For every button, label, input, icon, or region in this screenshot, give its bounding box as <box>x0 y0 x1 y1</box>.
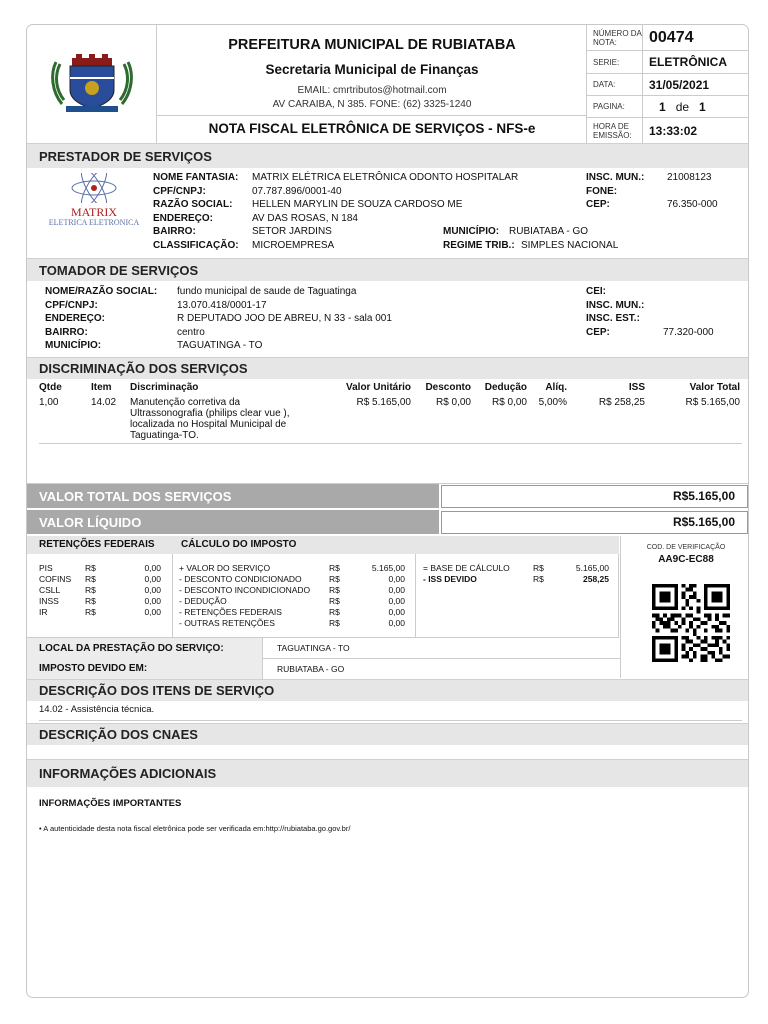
row-valor-total: R$ 5.165,00 <box>685 397 740 408</box>
prestador-municipio: RUBIATABA - GO <box>509 226 589 237</box>
iss-devido-val: 258,25 <box>583 574 609 584</box>
retencao-cur: R$ <box>85 574 96 584</box>
calculo-name: - DESCONTO CONDICIONADO <box>179 574 302 584</box>
header-email: EMAIL: cmrtributos@hotmail.com <box>297 85 447 96</box>
cnaes-section-title: DESCRIÇÃO DOS CNAES <box>27 723 749 745</box>
prestador-section-title: PRESTADOR DE SERVIÇOS <box>27 143 749 168</box>
itens-value: 14.02 - Assistência técnica. <box>39 704 155 715</box>
autenticidade-note: • A autenticidade desta nota fiscal eletrônica pode ser verificada em:http://rubiataba.go.gov.br/ <box>39 824 351 833</box>
prestador-labels <box>153 171 239 252</box>
tomador-label: CPF/CNPJ: <box>45 299 98 311</box>
calculo-row <box>179 574 405 585</box>
pagina-de: de <box>675 99 690 114</box>
tomador-label: NOME/RAZÃO SOCIAL: <box>45 286 158 297</box>
prestador-label: ENDEREÇO: <box>153 212 214 224</box>
prestador-regime-label: REGIME TRIB.: <box>443 239 515 251</box>
header-address: AV CARAIBA, N 385. FONE: (62) 3325-1240 <box>272 99 472 110</box>
numero-label: NÚMERO DA NOTA: <box>587 25 643 50</box>
numero-row <box>587 25 749 51</box>
disc-line: localizada no Hospital Municipal de <box>130 419 287 430</box>
data-value: 31/05/2021 <box>649 77 710 92</box>
col-discriminacao: Discriminação <box>130 382 199 393</box>
retencao-val: 0,00 <box>144 607 161 617</box>
data-row <box>587 74 749 96</box>
secretaria-title: Secretaria Municipal de Finanças <box>265 62 479 77</box>
calculo-cur: R$ <box>329 596 340 606</box>
pagina-label: PAGINA: <box>587 96 643 117</box>
tomador-section-title: TOMADOR DE SERVIÇOS <box>27 258 749 281</box>
imposto-devido-label: IMPOSTO DEVIDO EM: <box>39 663 148 674</box>
pagina-value: 1 <box>659 99 666 114</box>
base-calculo-label: = BASE DE CÁLCULO <box>423 563 510 573</box>
qr-code-icon <box>650 584 732 662</box>
retencao-cur: R$ <box>85 563 96 573</box>
base-calculo-val: 5.165,00 <box>575 563 609 573</box>
calculo-cur: R$ <box>329 607 340 617</box>
local-prestacao-label: LOCAL DA PRESTAÇÃO DO SERVIÇO: <box>39 643 224 654</box>
verificacao-code: AA9C-EC88 <box>658 554 714 565</box>
local-prestacao-value: TAGUATINGA - TO <box>277 643 350 653</box>
tomador-label: ENDEREÇO: <box>45 313 106 324</box>
informacoes-importantes-label: INFORMAÇÕES IMPORTANTES <box>39 798 182 809</box>
nfse-document <box>26 24 749 998</box>
retencao-val: 0,00 <box>144 596 161 606</box>
tomador-label: BAIRRO: <box>45 326 88 338</box>
tomador-labels <box>45 285 157 353</box>
calculo-val: 5.165,00 <box>371 563 405 573</box>
header-center <box>157 25 587 143</box>
prestador-cnpj: 07.787.896/0001-40 <box>252 185 342 197</box>
col-deducao: Dedução <box>484 382 527 393</box>
calculo-val: 0,00 <box>388 618 405 628</box>
prestador-label: CLASSIFICAÇÃO: <box>153 239 239 251</box>
retencao-row <box>39 585 161 596</box>
tomador-values <box>177 285 392 353</box>
prestador-label: RAZÃO SOCIAL: <box>153 199 233 210</box>
retencao-cur: R$ <box>85 607 96 617</box>
calculo-val: 0,00 <box>388 574 405 584</box>
numero-value: 00474 <box>649 28 694 46</box>
valor-total-label: VALOR TOTAL DOS SERVIÇOS <box>27 484 439 508</box>
prestador-label: CPF/CNPJ: <box>153 185 206 197</box>
prestador-bairro: SETOR JARDINS <box>252 226 332 237</box>
calculo-name: + VALOR DO SERVIÇO <box>179 563 271 573</box>
tomador-cnpj: 13.070.418/0001-17 <box>177 299 267 311</box>
prestador-insc-mun-label: INSC. MUN.: <box>586 172 645 183</box>
retencoes-list <box>39 563 161 618</box>
retencao-cur: R$ <box>85 585 96 595</box>
itens-section-title: DESCRIÇÃO DOS ITENS DE SERVIÇO <box>27 679 749 701</box>
disc-line: Taguatinga-TO. <box>130 430 199 441</box>
tomador-right-labels <box>586 285 644 339</box>
prestador-classificacao: MICROEMPRESA <box>252 239 335 251</box>
disc-line: Manutenção corretiva da <box>130 397 241 408</box>
col-valor-total: Valor Total <box>689 382 740 393</box>
calculo-row <box>179 618 405 629</box>
retencao-name: COFINS <box>39 574 72 584</box>
col-qtde: Qtde <box>39 382 62 393</box>
tomador-label: MUNICÍPIO: <box>45 340 102 351</box>
prestador-nome-fantasia: MATRIX ELÉTRICA ELETRÔNICA ODONTO HOSPITALAR <box>252 172 519 183</box>
atom-logo-icon <box>69 173 119 203</box>
iss-devido-cur: R$ <box>533 574 544 584</box>
verificacao-label: COD. DE VERIFICAÇÃO <box>646 544 726 551</box>
imposto-devido-value: RUBIATABA - GO <box>277 664 345 674</box>
tomador-municipio: TAGUATINGA - TO <box>177 340 263 351</box>
retencao-val: 0,00 <box>144 563 161 573</box>
serie-row <box>587 51 749 74</box>
prestador-fone-label: FONE: <box>586 185 618 197</box>
col-item: Item <box>91 382 112 393</box>
iss-devido-row <box>423 574 609 585</box>
valor-liquido-value: R$5.165,00 <box>441 511 748 534</box>
prestador-razao-social: HELLEN MARYLIN DE SOUZA CARDOSO ME <box>252 199 463 210</box>
prestador-logo-text1: MATRIX <box>70 205 117 219</box>
calculo-name: - DESCONTO INCONDICIONADO <box>179 585 311 595</box>
calculo-cur: R$ <box>329 563 340 573</box>
prestador-cep-label: CEP: <box>586 199 610 210</box>
tax-divider-1 <box>172 554 173 638</box>
retencao-name: IR <box>39 607 48 617</box>
retencao-val: 0,00 <box>144 574 161 584</box>
iss-devido-label: - ISS DEVIDO <box>423 574 477 584</box>
hora-label: HORA DE EMISSÃO: <box>587 118 643 143</box>
row-aliquota: 5,00% <box>538 397 567 408</box>
retencao-name: PIS <box>39 563 53 573</box>
municipal-coat-of-arms <box>27 25 157 143</box>
retencao-val: 0,00 <box>144 585 161 595</box>
pagina-row <box>587 96 749 118</box>
prestador-logo-text2: ELETRICA ELETRONICA <box>48 218 140 227</box>
tomador-cep-label: CEP: <box>586 326 610 338</box>
row-discriminacao <box>130 397 290 441</box>
calculo-row <box>179 585 405 596</box>
row-iss: R$ 258,25 <box>598 397 645 408</box>
serie-value: ELETRÔNICA <box>649 55 727 69</box>
retencao-cur: R$ <box>85 596 96 606</box>
tomador-endereco: R DEPUTADO JOO DE ABREU, N 33 - sala 001 <box>177 313 392 324</box>
adicionais-section-title: INFORMAÇÕES ADICIONAIS <box>27 759 749 787</box>
data-label: DATA: <box>587 74 643 95</box>
hora-value: 13:33:02 <box>649 123 698 138</box>
calculo-val: 0,00 <box>388 607 405 617</box>
coat-of-arms-icon <box>46 54 138 114</box>
tomador-cei-label: CEI: <box>586 286 606 297</box>
verificacao-box <box>620 536 749 678</box>
row-valor-unitario: R$ 5.165,00 <box>356 397 411 408</box>
calculo-cur: R$ <box>329 618 340 628</box>
row-deducao: R$ 0,00 <box>491 397 527 408</box>
pagina-total: 1 <box>699 99 706 114</box>
prestador-logo <box>39 173 149 227</box>
prestador-cep: 76.350-000 <box>667 199 718 210</box>
retencao-name: CSLL <box>39 585 61 595</box>
servicos-divider <box>39 443 742 444</box>
base-calculo-box <box>423 563 609 585</box>
prestador-municipio-label: MUNICÍPIO: <box>443 226 500 237</box>
row-desconto: R$ 0,00 <box>435 397 471 408</box>
retencao-row <box>39 563 161 574</box>
header-info-box <box>587 25 749 143</box>
calculo-row <box>179 596 405 607</box>
calculo-name: - OUTRAS RETENÇÕES <box>179 618 275 628</box>
calculo-val: 0,00 <box>388 585 405 595</box>
prestador-label: NOME FANTASIA: <box>153 172 239 183</box>
prestador-label: BAIRRO: <box>153 226 196 237</box>
tomador-nome: fundo municipal de saude de Taguatinga <box>177 286 357 297</box>
tomador-bairro: centro <box>177 326 205 338</box>
hora-row <box>587 118 749 143</box>
calculo-row <box>179 607 405 618</box>
col-iss: ISS <box>628 382 645 393</box>
tomador-insc-mun-label: INSC. MUN.: <box>586 299 645 311</box>
serie-label: SERIE: <box>587 51 643 73</box>
calculo-row <box>179 563 405 574</box>
col-valor-unitario: Valor Unitário <box>345 382 411 393</box>
header-divider <box>157 115 587 116</box>
row-item: 14.02 <box>91 397 117 408</box>
document-title: NOTA FISCAL ELETRÔNICA DE SERVIÇOS - NFS-e <box>208 121 536 136</box>
retencao-row <box>39 574 161 585</box>
prestador-endereco: AV DAS ROSAS, N 184 <box>252 212 358 224</box>
calculo-cur: R$ <box>329 574 340 584</box>
tomador-cep: 77.320-000 <box>663 326 714 338</box>
retencao-name: INSS <box>39 596 59 606</box>
col-desconto: Desconto <box>425 382 471 393</box>
row-qtde: 1,00 <box>39 397 59 408</box>
retencao-row <box>39 607 161 618</box>
retencao-row <box>39 596 161 607</box>
disc-line: Ultrassonografia (philips clear vue ), <box>130 408 290 419</box>
servicos-section-title: DISCRIMINAÇÃO DOS SERVIÇOS <box>27 357 749 379</box>
calculo-cur: R$ <box>329 585 340 595</box>
calculo-name: - DEDUÇÃO <box>179 596 227 606</box>
prefeitura-title: PREFEITURA MUNICIPAL DE RUBIATABA <box>228 37 516 53</box>
prestador-regime: SIMPLES NACIONAL <box>521 239 619 251</box>
calculo-val: 0,00 <box>388 596 405 606</box>
calculo-title: CÁLCULO DO IMPOSTO <box>181 539 297 550</box>
tax-divider-2 <box>415 554 416 638</box>
valor-total-value: R$5.165,00 <box>441 485 748 508</box>
itens-divider <box>39 720 742 721</box>
valor-liquido-label: VALOR LÍQUIDO <box>27 510 439 534</box>
base-calculo-cur: R$ <box>533 563 544 573</box>
calculo-name: - RETENÇÕES FEDERAIS <box>179 607 282 617</box>
calculo-list <box>179 563 405 629</box>
retencoes-title: RETENÇÕES FEDERAIS <box>39 539 155 550</box>
prestador-insc-mun: 21008123 <box>667 172 712 183</box>
base-calculo-row <box>423 563 609 574</box>
tomador-insc-est-label: INSC. EST.: <box>586 313 640 324</box>
col-aliquota: Alíq. <box>545 382 567 393</box>
